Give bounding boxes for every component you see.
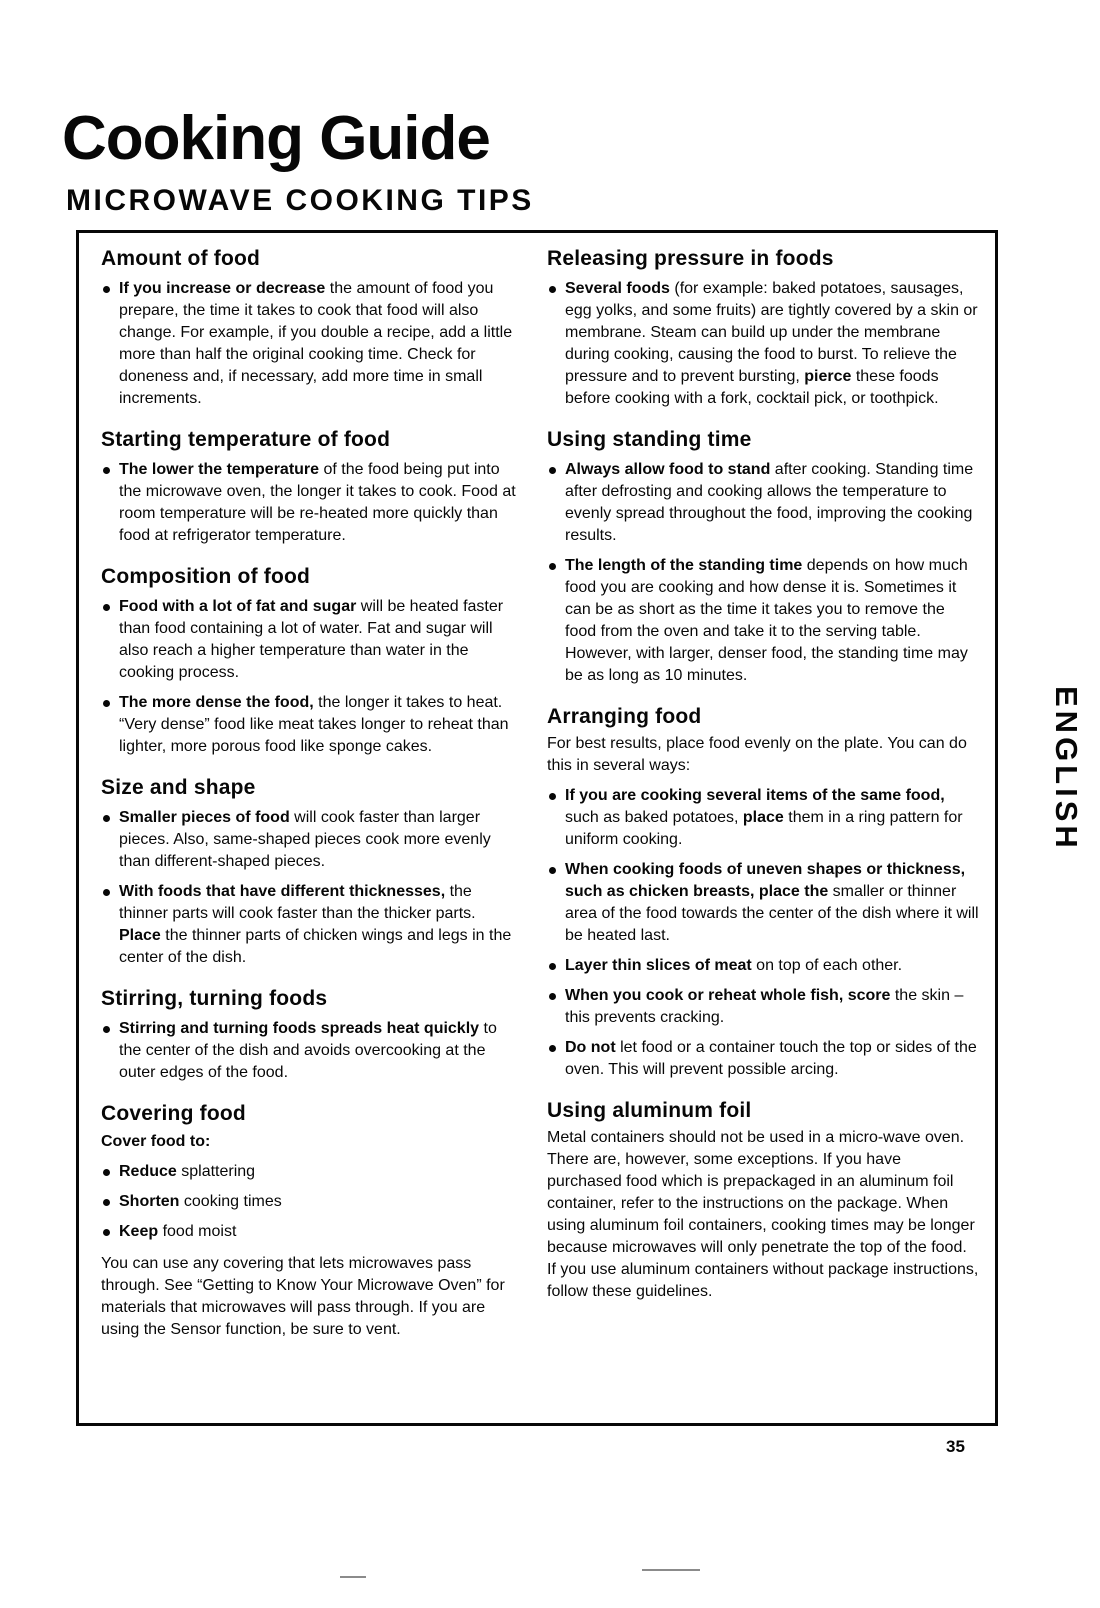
bullet-icon xyxy=(103,815,110,822)
text-phrase: depends on how much food you are cooking and how dense it is. Sometimes it can be as short as the time it takes you to remove the food from the oven and take it to the serving table. However, with larger, denser food, the standing time may be as long as 10 minutes. xyxy=(565,557,968,685)
bullet-item xyxy=(547,785,979,851)
bullet-text xyxy=(119,1018,519,1084)
bold-phrase: When cooking foods of uneven shapes or thickness, such as chicken breasts, place the xyxy=(565,861,966,901)
section-arranging-food xyxy=(547,705,979,1081)
section-intro xyxy=(547,1127,979,1303)
bullet-item xyxy=(547,859,979,947)
bullet-icon xyxy=(549,993,556,1000)
tips-box xyxy=(76,230,998,1426)
bullet-item xyxy=(547,459,979,547)
text-phrase: after cooking. Standing time after defrosting and cooking allows the temperature to evenly spread throughout the food, improving the cooking results. xyxy=(565,461,974,545)
bold-phrase: The lower the temperature xyxy=(119,461,320,479)
bullet-item xyxy=(101,1018,519,1084)
bold-phrase: place xyxy=(742,809,784,827)
bullet-text xyxy=(119,278,519,410)
section-heading: Starting temperature of food xyxy=(101,428,391,452)
section-starting-temperature-of-food xyxy=(101,428,519,547)
bullet-item xyxy=(547,1037,979,1081)
bullet-item xyxy=(101,1221,519,1243)
text-phrase: splattering xyxy=(176,1162,256,1180)
bold-phrase: The more dense the food, xyxy=(119,694,314,712)
text-phrase: these foods before cooking with a fork, cocktail pick, or toothpick. xyxy=(565,368,939,408)
bullet-text xyxy=(565,955,902,977)
bullet-icon xyxy=(103,604,110,611)
section-heading: Amount of food xyxy=(101,247,261,270)
bold-phrase: Do not xyxy=(565,1039,616,1057)
bullet-text xyxy=(565,459,979,547)
bullet-item xyxy=(547,985,979,1029)
bold-phrase: Place xyxy=(119,927,161,945)
bullet-text xyxy=(119,692,519,758)
bullet-item xyxy=(101,807,519,873)
section-footer xyxy=(101,1253,519,1341)
section-heading: Covering food xyxy=(101,1102,246,1126)
text-phrase: Metal containers should not be used in a micro-wave oven. There are, however, some exceptions. If you have purchased food which is prepackaged in an aluminum foil container, refer to the instructions on the package. When using aluminum foil containers, cooking times may be longer because microwaves will only penetrate the top of the food. If you use aluminum containers without package instructions, follow these guidelines. xyxy=(547,1129,979,1301)
section-heading: Size and shape xyxy=(101,776,256,800)
bullet-text xyxy=(565,278,979,410)
bold-phrase: Always allow food to stand xyxy=(565,461,771,479)
bullet-item xyxy=(101,881,519,969)
bullet-text xyxy=(565,985,979,1029)
section-heading: Using aluminum foil xyxy=(547,1099,752,1123)
bullet-text xyxy=(119,881,519,969)
bold-phrase: Reduce xyxy=(119,1162,177,1180)
bullet-text xyxy=(119,459,519,547)
text-phrase: the skin – this prevents cracking. xyxy=(565,987,964,1027)
bullet-icon xyxy=(103,1026,110,1033)
bullet-text xyxy=(119,1161,255,1183)
bullet-item xyxy=(101,692,519,758)
bullet-icon xyxy=(103,286,110,293)
text-phrase: them in a ring pattern for uniform cooking. xyxy=(565,809,963,849)
text-phrase: smaller or thinner area of the food towards the center of the dish where it will be heated last. xyxy=(565,883,979,945)
text-phrase: will cook faster than larger pieces. Also, same-shaped pieces cook more evenly than different-shaped pieces. xyxy=(119,809,491,871)
bullet-item xyxy=(547,278,979,410)
section-using-standing-time xyxy=(547,428,979,687)
section-heading: Using standing time xyxy=(547,428,752,452)
section-stirring-turning-foods xyxy=(101,987,519,1084)
section-heading: Stirring, turning foods xyxy=(101,987,328,1011)
bold-phrase: Food with a lot of fat and sugar xyxy=(119,598,357,616)
bullet-item xyxy=(547,555,979,687)
section-heading: Composition of food xyxy=(101,565,311,589)
section-heading: Arranging food xyxy=(547,705,702,729)
bullet-item xyxy=(547,955,979,977)
bold-phrase: Cover food to: xyxy=(101,1132,211,1150)
section-amount-of-food xyxy=(101,247,519,410)
text-phrase: You can use any covering that lets microwaves pass through. See “Getting to Know Your Microwave Oven” for materials that microwaves will pass through. If you are using the Sensor function, be sure to vent. xyxy=(101,1254,505,1338)
bullet-text xyxy=(565,785,979,851)
bold-phrase: If you are cooking several items of the same food, xyxy=(565,787,945,805)
text-phrase: the thinner parts of chicken wings and legs in the center of the dish. xyxy=(119,927,512,967)
text-phrase: such as baked potatoes, xyxy=(565,809,743,827)
bullet-text xyxy=(565,555,979,687)
text-phrase: the thinner parts will cook faster than the thicker parts. xyxy=(119,883,476,923)
text-phrase: will be heated faster than food containing a lot of water. Fat and sugar will also reach a higher temperature than water in the cooking process. xyxy=(119,598,504,682)
text-phrase: to the center of the dish and avoids overcooking at the outer edges of the food. xyxy=(119,1020,497,1082)
bullet-icon xyxy=(549,286,556,293)
bullet-icon xyxy=(103,467,110,474)
section-size-and-shape xyxy=(101,776,519,969)
bullet-icon xyxy=(103,700,110,707)
section-intro xyxy=(547,733,979,777)
bullet-icon xyxy=(103,1229,110,1236)
bold-phrase: Layer thin slices of meat xyxy=(565,957,752,975)
bold-phrase: When you cook or reheat whole fish, score xyxy=(565,987,891,1005)
page-title: Cooking Guide xyxy=(62,104,490,173)
bullet-item xyxy=(101,1161,519,1183)
bullet-icon xyxy=(103,1199,110,1206)
bullet-icon xyxy=(549,1045,556,1052)
text-phrase: on top of each other. xyxy=(751,957,903,975)
bold-phrase: pierce xyxy=(804,368,852,386)
text-phrase: food moist xyxy=(158,1222,237,1240)
bullet-text xyxy=(119,1191,282,1213)
scan-artifact xyxy=(340,1576,366,1578)
bullet-icon xyxy=(103,889,110,896)
bullet-icon xyxy=(103,1169,110,1176)
bullet-item xyxy=(101,596,519,684)
bold-phrase: Shorten xyxy=(119,1192,180,1210)
text-phrase: the longer it takes to heat. “Very dense” food like meat takes longer to reheat than lighter, more porous food like sponge cakes. xyxy=(119,694,509,756)
bold-phrase: The length of the standing time xyxy=(565,557,803,575)
right-column xyxy=(531,233,995,1321)
page-subtitle: MICROWAVE COOKING TIPS xyxy=(66,184,534,217)
bold-phrase: Smaller pieces of food xyxy=(119,809,290,827)
bullet-text xyxy=(565,859,979,947)
bullet-icon xyxy=(549,963,556,970)
bullet-text xyxy=(119,596,519,684)
bold-phrase: With foods that have different thicknesses, xyxy=(119,883,446,901)
scan-artifact xyxy=(642,1569,700,1571)
left-column xyxy=(79,233,531,1359)
text-phrase: (for example: baked potatoes, sausages, egg yolks, and some fruits) are tightly covered by a skin or membrane. Steam can build up under the membrane during cooking, causing the food to burst. To relieve the pressure and to prevent bursting, xyxy=(565,280,978,386)
language-tab: ENGLISH xyxy=(1049,686,1084,852)
page-number: 35 xyxy=(946,1437,965,1456)
bullet-icon xyxy=(549,867,556,874)
text-phrase: cooking times xyxy=(179,1192,282,1210)
bullet-icon xyxy=(549,467,556,474)
bold-phrase: Stirring and turning foods spreads heat quickly xyxy=(119,1020,480,1038)
section-using-aluminum-foil xyxy=(547,1099,979,1303)
text-phrase: of the food being put into the microwave oven, the longer it takes to cook. Food at room temperature will be re-heated more quickly than food at refrigerator temperature. xyxy=(119,461,516,545)
bold-phrase: Several foods xyxy=(565,280,670,298)
text-phrase: the amount of food you prepare, the time it takes to cook that food will also change. For example, if you double a recipe, add a little more than half the original cooking time. Check for doneness and, if necessary, add more time in small increments. xyxy=(119,280,513,408)
bold-phrase: Keep xyxy=(119,1222,159,1240)
section-covering-food xyxy=(101,1102,519,1340)
bullet-text xyxy=(119,807,519,873)
section-releasing-pressure-in-foods xyxy=(547,247,979,410)
bold-phrase: If you increase or decrease xyxy=(119,280,326,298)
bullet-text xyxy=(119,1221,236,1243)
bullet-text xyxy=(565,1037,979,1081)
bullet-item xyxy=(101,1191,519,1213)
section-composition-of-food xyxy=(101,565,519,758)
bullet-icon xyxy=(549,563,556,570)
bullet-item xyxy=(101,459,519,547)
section-heading: Releasing pressure in foods xyxy=(547,247,834,270)
section-intro xyxy=(101,1131,519,1153)
bullet-icon xyxy=(549,793,556,800)
bullet-item xyxy=(101,278,519,410)
text-phrase: For best results, place food evenly on the plate. You can do this in several ways: xyxy=(547,735,967,775)
text-phrase: let food or a container touch the top or sides of the oven. This will prevent possible arcing. xyxy=(565,1039,977,1079)
